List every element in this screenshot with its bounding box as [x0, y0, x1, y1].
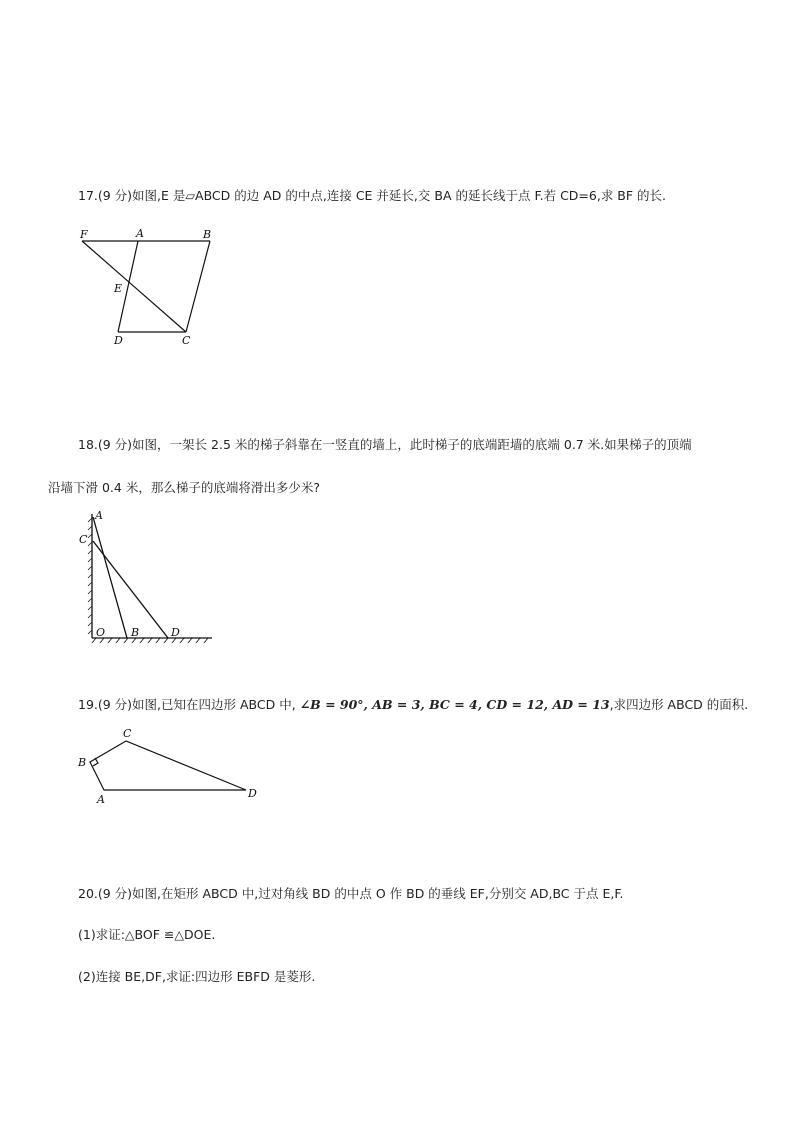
label-e: E: [114, 282, 123, 295]
quad-abcd: [90, 741, 246, 790]
problem-20-part2: (2)连接 BE,DF,求证:四边形 EBFD 是菱形.: [78, 969, 316, 984]
problem-19-math: ∠B = 90°, AB = 3, BC = 4, CD = 12, AD = 13: [299, 697, 610, 712]
label-b: B: [131, 626, 140, 639]
label-b: B: [78, 756, 87, 769]
label-c: C: [123, 727, 132, 740]
problem-19-suffix: ,求四边形 ABCD 的面积.: [609, 697, 749, 712]
label-a: A: [97, 793, 105, 806]
label-a: A: [95, 509, 103, 522]
problem-20-text: 20.(9 分)如图,在矩形 ABCD 中,过对角线 BD 的中点 O 作 BD 的垂线 EF,分别交 AD,BC 于点 E,F.: [78, 886, 624, 901]
problem-17-text: 17.(9 分)如图,E 是▱ABCD 的边 AD 的中点,连接 CE 并延长,交 BA 的延长线于点 F.若 CD=6,求 BF 的长.: [78, 188, 667, 203]
label-d: D: [171, 626, 180, 639]
label-d: D: [114, 334, 123, 347]
problem-19-prefix: 19.(9 分)如图,已知在四边形 ABCD 中,: [78, 697, 300, 712]
label-b: B: [203, 228, 212, 241]
label-c: C: [182, 334, 191, 347]
problem-18-line1: 18.(9 分)如图，一架长 2.5 米的梯子斜靠在一竖直的墙上，此时梯子的底端距墙的底端 0.7 米.如果梯子的顶端: [78, 437, 692, 452]
label-o: O: [96, 626, 106, 639]
label-d: D: [248, 787, 257, 800]
label-c: C: [79, 533, 88, 546]
label-a: A: [136, 227, 144, 240]
problem-18-line2: 沿墙下滑 0.4 米，那么梯子的底端将滑出多少米?: [48, 480, 320, 495]
label-f: F: [80, 228, 88, 241]
problem-20-part1: (1)求证:△BOF ≌△DOE.: [78, 927, 216, 942]
